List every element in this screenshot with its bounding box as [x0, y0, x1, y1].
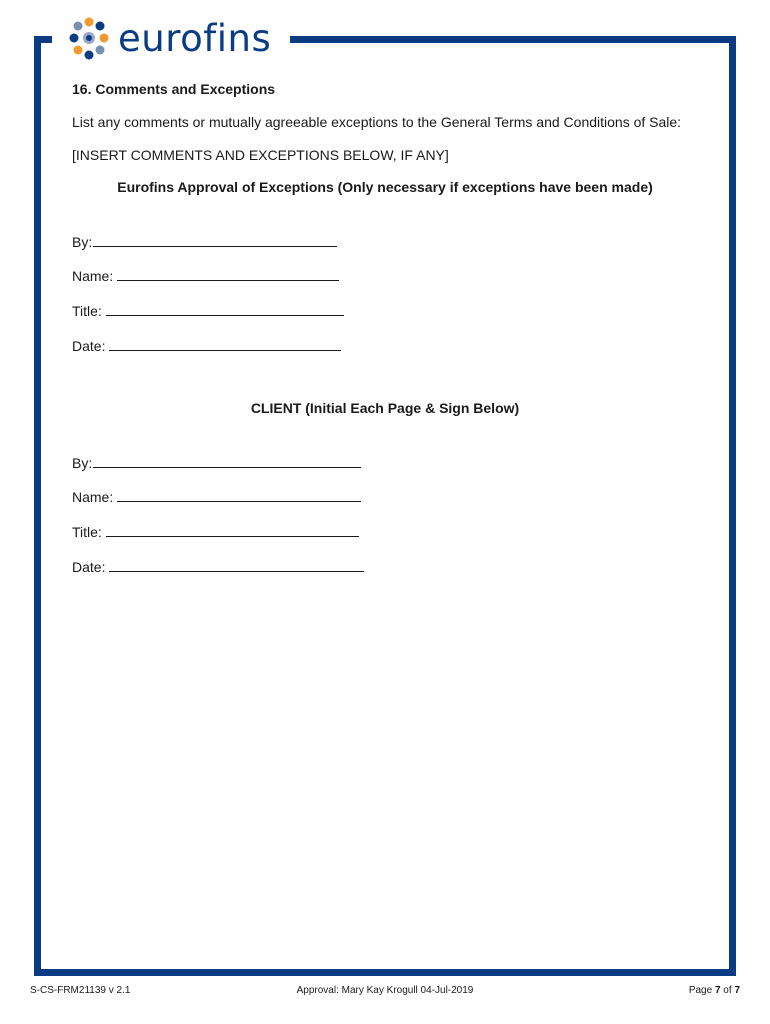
footer-form-id: S-CS-FRM21139 v 2.1: [30, 985, 131, 996]
client-by-line[interactable]: [93, 466, 361, 468]
eurofins-title-field[interactable]: [72, 303, 344, 319]
section-heading: 16. Comments and Exceptions: [72, 81, 276, 97]
eurofins-date-line[interactable]: [109, 349, 341, 351]
eurofins-name-field[interactable]: [72, 268, 339, 284]
eurofins-title-label: Title:: [72, 303, 102, 319]
section-intro: List any comments or mutually agreeable exceptions to the General Terms and Conditions of Sale:: [72, 114, 682, 130]
page-frame-bottom: [34, 969, 736, 976]
logo-text: eurofins: [118, 16, 272, 60]
eurofins-name-label: Name:: [72, 268, 114, 284]
eurofins-by-label: By:: [72, 234, 93, 250]
eurofins-date-field[interactable]: [72, 338, 341, 354]
client-by-label: By:: [72, 455, 93, 471]
page-frame-left: [34, 36, 41, 976]
footer-page-of: of: [720, 985, 735, 996]
page-frame-right: [729, 36, 736, 976]
client-title-field[interactable]: [72, 524, 359, 540]
eurofins-title-line[interactable]: [106, 314, 344, 316]
footer-page-label: Page: [688, 985, 715, 996]
eurofins-logo-icon: [66, 17, 112, 63]
eurofins-by-line[interactable]: [93, 245, 337, 247]
client-name-field[interactable]: [72, 489, 361, 505]
client-title-label: Title:: [72, 524, 102, 540]
client-heading: CLIENT (Initial Each Page & Sign Below): [250, 400, 520, 416]
footer-page-number: [689, 985, 740, 996]
client-name-line[interactable]: [117, 500, 361, 502]
client-date-label: Date:: [72, 559, 106, 575]
client-date-line[interactable]: [109, 570, 364, 572]
footer-page-total: 7: [734, 985, 740, 996]
comments-placeholder: [INSERT COMMENTS AND EXCEPTIONS BELOW, IF ANY]: [72, 147, 449, 163]
footer-page-current: 7: [714, 985, 721, 996]
eurofins-by-field[interactable]: [72, 234, 337, 250]
page-frame-top-left: [34, 36, 52, 43]
client-title-line[interactable]: [106, 535, 359, 537]
eurofins-approval-heading: Eurofins Approval of Exceptions (Only necessary if exceptions have been made): [117, 179, 653, 195]
eurofins-date-label: Date:: [72, 338, 106, 354]
eurofins-name-line[interactable]: [117, 279, 339, 281]
client-by-field[interactable]: [72, 455, 361, 471]
footer-approval: Approval: Mary Kay Krogull 04-Jul-2019: [296, 985, 474, 996]
eurofins-logo: [60, 14, 277, 66]
page-frame-top-right: [290, 36, 736, 43]
client-date-field[interactable]: [72, 559, 364, 575]
client-name-label: Name:: [72, 489, 114, 505]
